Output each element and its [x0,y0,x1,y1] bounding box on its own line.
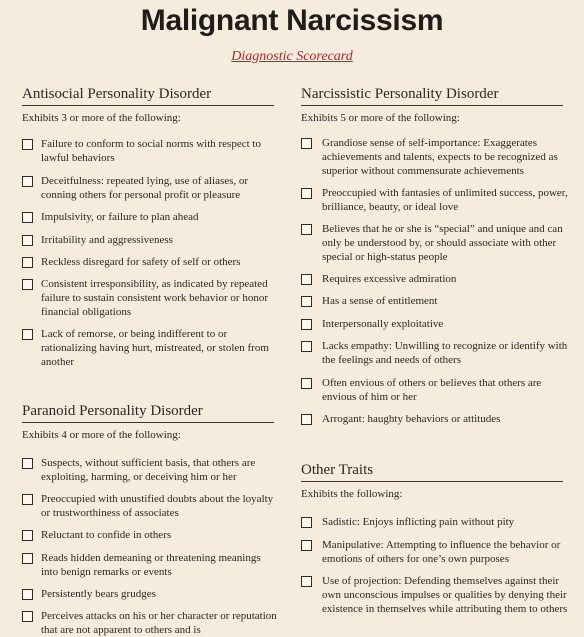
item-label: Preoccupied with fantasies of unlimited success, power, brilliance, beauty, or ideal love [322,187,568,213]
section-title: Paranoid Personality Disorder [22,403,274,423]
checkbox[interactable] [301,319,312,330]
section-criteria: Exhibits 4 or more of the following: [22,429,181,441]
item-label: Suspects, without sufficient basis, that others are exploiting, harming, or deceiving him or her [41,457,256,483]
section-title: Antisocial Personality Disorder [22,86,274,106]
item-label: Failure to conform to social norms with respect to lawful behaviors [41,138,261,164]
item-label: Manipulative: Attempting to influence the behavior or emotions of others for one’s own purposes [322,539,561,565]
checkbox[interactable] [301,188,312,199]
item-label: Impulsivity, or failure to plan ahead [41,211,199,223]
item-label: Has a sense of entitlement [322,295,438,307]
item-label: Preoccupied with unustified doubts about the loyalty or trustworthiness of associates [41,493,274,519]
item-label: Interpersonally exploitative [322,318,444,330]
section-other-traits [301,462,569,500]
checkbox[interactable] [22,530,33,541]
page-title: Malignant Narcissism [140,4,444,37]
item-label: Deceitfulness: repeated lying, use of aliases, or conning others for personal profit or pleasure [41,175,249,201]
checkbox[interactable] [301,274,312,285]
section-criteria: Exhibits 5 or more of the following: [301,112,460,124]
checkbox[interactable] [301,517,312,528]
item-label: Use of projection: Defending themselves against their own unconscious impulses or qualities by denying their existence in themselves while attributing them to others [322,575,568,615]
section-title: Other Traits [301,462,563,482]
checkbox[interactable] [22,553,33,564]
section-criteria: Exhibits the following: [301,488,403,500]
checkbox[interactable] [22,494,33,505]
section-title: Narcissistic Personality Disorder [301,86,563,106]
item-label: Sadistic: Enjoys inflicting pain without pity [322,516,515,528]
checkbox[interactable] [301,414,312,425]
page-subtitle: Diagnostic Scorecard [231,49,353,64]
checkbox[interactable] [22,212,33,223]
checkbox[interactable] [22,611,33,622]
checkbox[interactable] [301,224,312,235]
item-label: Lacks empathy: Unwilling to recognize or identify with the feelings and needs of others [322,340,568,366]
item-label: Lack of remorse, or being indifferent to or rationalizing having hurt, mistreated, or stolen from another [41,328,269,368]
checkbox[interactable] [22,589,33,600]
checkbox[interactable] [301,341,312,352]
section-paranoid [22,403,278,441]
item-label: Reads hidden demeaning or threatening meanings into benign remarks or events [41,552,261,578]
item-label: Requires excessive admiration [322,273,457,285]
item-label: Reluctant to confide in others [41,529,172,541]
checkbox[interactable] [22,458,33,469]
checkbox[interactable] [22,279,33,290]
checkbox[interactable] [22,176,33,187]
checkbox[interactable] [22,139,33,150]
checkbox[interactable] [22,257,33,268]
item-label: Often envious of others or believes that others are envious of him or her [322,377,542,403]
item-label: Irritability and aggressiveness [41,234,173,246]
checkbox[interactable] [301,138,312,149]
section-antisocial [22,86,278,124]
section-criteria: Exhibits 3 or more of the following: [22,112,181,124]
item-label: Persistently bears grudges [41,588,156,600]
checkbox[interactable] [301,378,312,389]
checkbox[interactable] [22,235,33,246]
checkbox[interactable] [301,540,312,551]
checkbox[interactable] [22,329,33,340]
item-label: Believes that he or she is “special” and unique and can only be understood by, or should associate with other special or high-status people [322,223,563,263]
item-label: Reckless disregard for safety of self or others [41,256,241,268]
checkbox[interactable] [301,576,312,587]
item-label: Grandiose sense of self-importance: Exaggerates achievements and talents, expects to be recognized as superior without commensurate achievements [322,137,558,177]
checkbox[interactable] [301,296,312,307]
item-label: Arrogant: haughty behaviors or attitudes [322,413,501,425]
item-label: Consistent irresponsibility, as indicated by repeated failure to sustain consistent work behavior or honor financial obligations [41,278,268,318]
section-narcissistic [301,86,569,124]
item-label: Perceives attacks on his or her character or reputation that are not apparent to others and is [41,610,277,636]
